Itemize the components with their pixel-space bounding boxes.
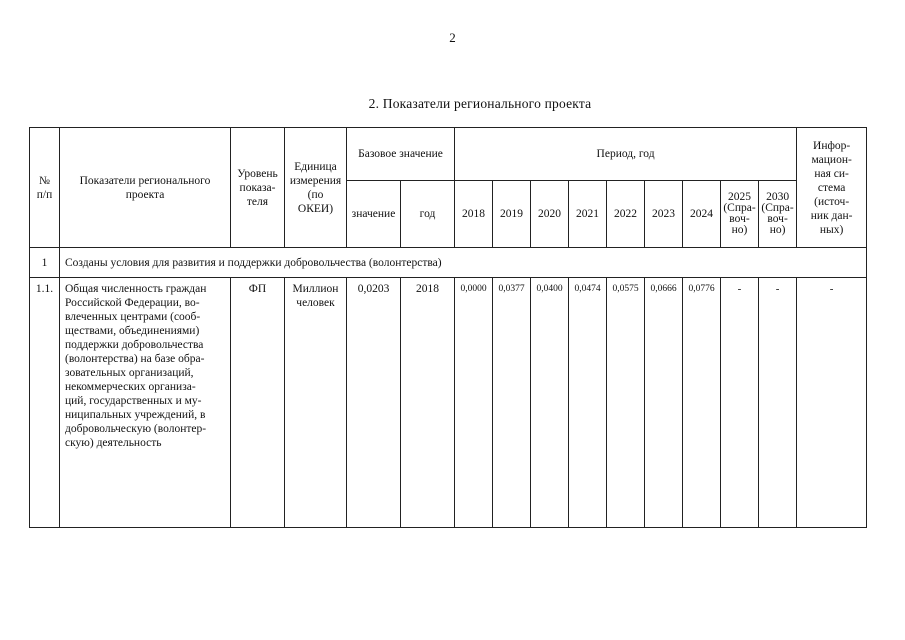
header-year-2025: 2025 (Спра- воч- но) [721,181,759,248]
header-period: Период, год [455,128,797,181]
header-level: Уровень показа- теля [231,128,285,248]
section-title: 2. Показатели регионального проекта [368,96,592,111]
row-value: 0,0666 [645,278,683,528]
row-value: 0,0400 [531,278,569,528]
row-source: - [797,278,867,528]
header-num: № п/п [30,128,60,248]
row-value-2025: - [721,278,759,528]
indicators-table [29,127,867,528]
header-year-2030: 2030 (Спра- воч- но) [759,181,797,248]
goal-num: 1 [30,248,60,278]
header-base: Базовое значение [347,128,455,181]
row-indicator: Общая численность граждан Российской Федерации, во- влеченных центрами (сооб- ществами, объединениями) поддержки добровольчества (волонтерства) на базе обра- зовательных организаций, некоммерческих организа- ций, государственных и му- ниципальных учреждений, в добровольческую (волонтер- скую) деятельность [60,278,231,528]
header-source: Инфор- мацион- ная си- стема (источ- ник дан- ных) [797,128,867,248]
header-year: 2023 [645,181,683,248]
header-indicator: Показатели регионального проекта [60,128,231,248]
header-year: 2020 [531,181,569,248]
header-year: 2024 [683,181,721,248]
header-year: 2022 [607,181,645,248]
header-year: 2018 [455,181,493,248]
row-value: 0,0575 [607,278,645,528]
header-year: 2019 [493,181,531,248]
row-base-year: 2018 [401,278,455,528]
row-unit: Миллион человек [285,278,347,528]
row-value: 0,0377 [493,278,531,528]
row-value: 0,0776 [683,278,721,528]
row-num: 1.1. [30,278,60,528]
row-value: 0,0000 [455,278,493,528]
row-base-value: 0,0203 [347,278,401,528]
row-value-2030: - [759,278,797,528]
header-year: 2021 [569,181,607,248]
header-base-value: значение [347,181,401,248]
row-level: ФП [231,278,285,528]
header-unit: Единица измерения (по ОКЕИ) [285,128,347,248]
row-value: 0,0474 [569,278,607,528]
page-number: 2 [449,30,456,45]
header-base-year: год [401,181,455,248]
goal-text: Созданы условия для развития и поддержки добровольчества (волонтерства) [60,248,867,278]
